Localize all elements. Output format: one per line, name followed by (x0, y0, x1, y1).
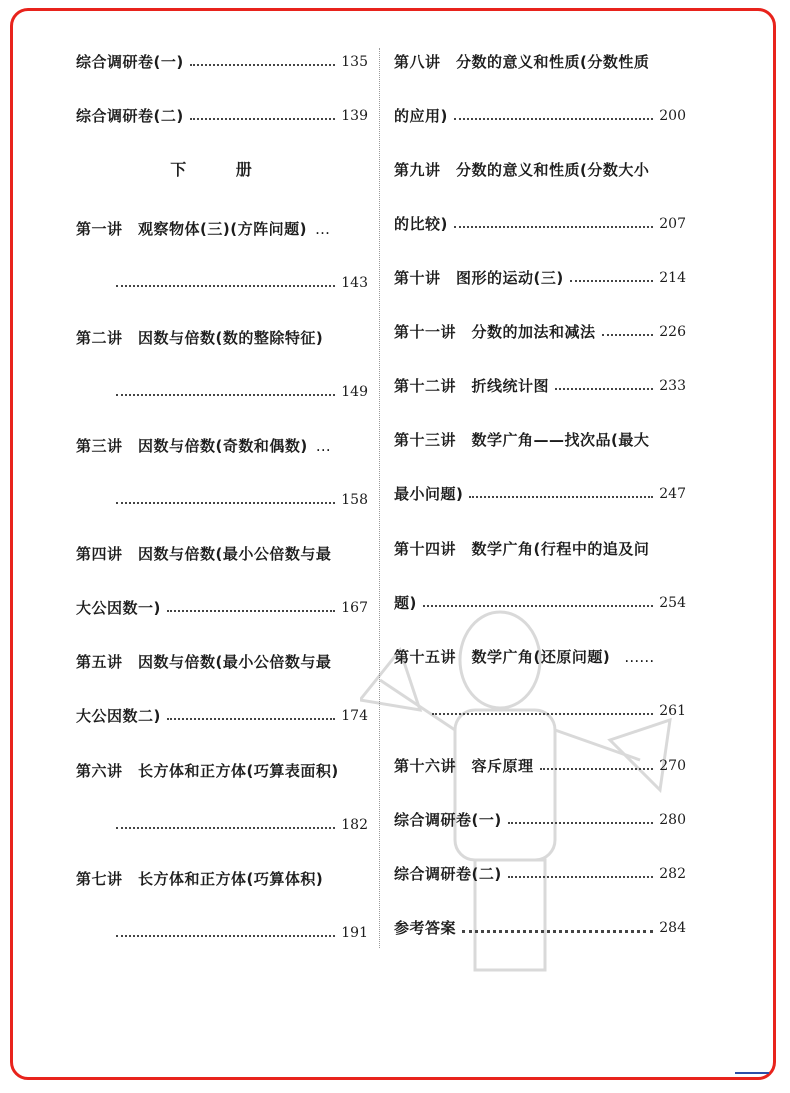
entry-title: 第十五讲 数学广角(还原问题) (394, 648, 611, 666)
dot-leader (602, 334, 654, 336)
entry-title: 第六讲 长方体和正方体(巧算表面积) (76, 762, 339, 780)
toc-entry[interactable] (76, 652, 368, 672)
corner-mark (735, 1072, 769, 1074)
page-number: 247 (659, 486, 686, 502)
page-number: 284 (659, 920, 686, 936)
toc-entry-continued[interactable] (76, 382, 368, 402)
toc-entry[interactable] (76, 869, 368, 889)
page-number: 226 (659, 324, 686, 340)
dot-leader (454, 226, 653, 228)
section-heading: 下 册 (170, 160, 274, 179)
page-number: 254 (659, 595, 686, 611)
toc-entry-continued[interactable] (394, 484, 686, 504)
dot-leader (116, 502, 335, 504)
toc-entry[interactable] (76, 106, 368, 126)
page-number: 207 (659, 216, 686, 232)
page-number: 191 (341, 925, 368, 941)
page-number: 261 (659, 703, 686, 719)
dot-leader (462, 930, 653, 933)
dot-leader (555, 388, 653, 390)
entry-title-continued: 最小问题) (394, 485, 464, 503)
page-number: 200 (659, 108, 686, 124)
page-number: 182 (341, 817, 368, 833)
toc-entry[interactable] (76, 328, 368, 348)
toc-entry[interactable] (394, 918, 686, 938)
page-number: 167 (341, 600, 368, 616)
toc-entry[interactable] (76, 544, 368, 564)
entry-title: 第十四讲 数学广角(行程中的追及问 (394, 540, 650, 558)
toc-entry[interactable] (76, 761, 368, 781)
entry-title: 第九讲 分数的意义和性质(分数大小 (394, 161, 650, 179)
page-number: 149 (341, 384, 368, 400)
toc-entry-continued[interactable] (394, 106, 686, 126)
entry-title: 综合调研卷(一) (394, 811, 502, 829)
dot-leader (116, 285, 335, 287)
entry-title: 第十讲 图形的运动(三) (394, 269, 564, 287)
toc-entry[interactable] (394, 810, 686, 830)
entry-title-continued: 大公因数一) (76, 599, 161, 617)
toc-entry-continued[interactable] (394, 214, 686, 234)
toc-entry[interactable] (394, 539, 686, 559)
toc-entry[interactable] (76, 52, 368, 72)
toc-entry[interactable] (76, 436, 368, 456)
toc-entry-continued[interactable] (394, 701, 686, 721)
page-number: 158 (341, 492, 368, 508)
toc-entry-continued[interactable] (76, 923, 368, 943)
toc-entry[interactable] (394, 864, 686, 884)
toc-entry[interactable] (76, 219, 368, 239)
entry-title: 综合调研卷(二) (76, 107, 184, 125)
entry-title-continued: 大公因数二) (76, 707, 161, 725)
entry-title: 第二讲 因数与倍数(数的整除特征) (76, 329, 324, 347)
toc-entry[interactable] (394, 376, 686, 396)
dot-leader (116, 394, 335, 396)
page-number: 280 (659, 812, 686, 828)
dot-leader (423, 605, 653, 607)
entry-title: 第一讲 观察物体(三)(方阵问题) (76, 220, 307, 238)
page-number: 233 (659, 378, 686, 394)
dot-leader (508, 876, 654, 878)
dot-leader (190, 118, 336, 120)
entry-title: 第十六讲 容斥原理 (394, 757, 534, 775)
toc-entry-continued[interactable] (76, 706, 368, 726)
page-number: 135 (341, 54, 368, 70)
entry-title: 第十一讲 分数的加法和减法 (394, 323, 596, 341)
dot-leader (454, 118, 653, 120)
dot-leader (116, 827, 335, 829)
dot-leader (167, 610, 335, 612)
entry-title: 第五讲 因数与倍数(最小公倍数与最 (76, 653, 332, 671)
toc-entry[interactable] (394, 430, 686, 450)
toc-entry-continued[interactable] (394, 593, 686, 613)
entry-title: 综合调研卷(二) (394, 865, 502, 883)
page-number: 143 (341, 275, 368, 291)
entry-title: 第七讲 长方体和正方体(巧算体积) (76, 870, 324, 888)
page-number: 139 (341, 108, 368, 124)
dot-leader (432, 713, 653, 715)
page-number: 174 (341, 708, 368, 724)
entry-title: 第三讲 因数与倍数(奇数和偶数) (76, 437, 308, 455)
toc-entry[interactable] (394, 322, 686, 342)
toc-entry[interactable] (394, 268, 686, 288)
continuation-dots: … (315, 437, 331, 455)
entry-title: 第十三讲 数学广角——找次品(最大 (394, 431, 650, 449)
page-number: 270 (659, 758, 686, 774)
entry-title-continued: 的比较) (394, 215, 448, 233)
toc-entry-continued[interactable] (76, 598, 368, 618)
dot-leader (190, 64, 336, 66)
toc-entry-continued[interactable] (76, 815, 368, 835)
entry-title: 第八讲 分数的意义和性质(分数性质 (394, 53, 650, 71)
entry-title: 第十二讲 折线统计图 (394, 377, 550, 395)
toc-entry[interactable] (394, 756, 686, 776)
entry-title: 第四讲 因数与倍数(最小公倍数与最 (76, 545, 332, 563)
toc-entry-continued[interactable] (76, 490, 368, 510)
continuation-dots: … (314, 220, 330, 238)
continuation-dots: …… (624, 648, 655, 666)
page-number: 214 (659, 270, 686, 286)
entry-title-continued: 题) (394, 594, 417, 612)
dot-leader (469, 496, 653, 498)
toc-entry[interactable] (394, 647, 686, 667)
dot-leader (540, 768, 654, 770)
entry-title-continued: 的应用) (394, 107, 448, 125)
toc-entry-continued[interactable] (76, 273, 368, 293)
dot-leader (116, 935, 335, 937)
toc-entry[interactable] (394, 160, 686, 180)
entry-title: 综合调研卷(一) (76, 53, 184, 71)
toc-entry[interactable] (394, 52, 686, 72)
dot-leader (570, 280, 654, 282)
page-number: 282 (659, 866, 686, 882)
dot-leader (167, 718, 335, 720)
entry-title: 参考答案 (394, 919, 457, 937)
dot-leader (508, 822, 654, 824)
